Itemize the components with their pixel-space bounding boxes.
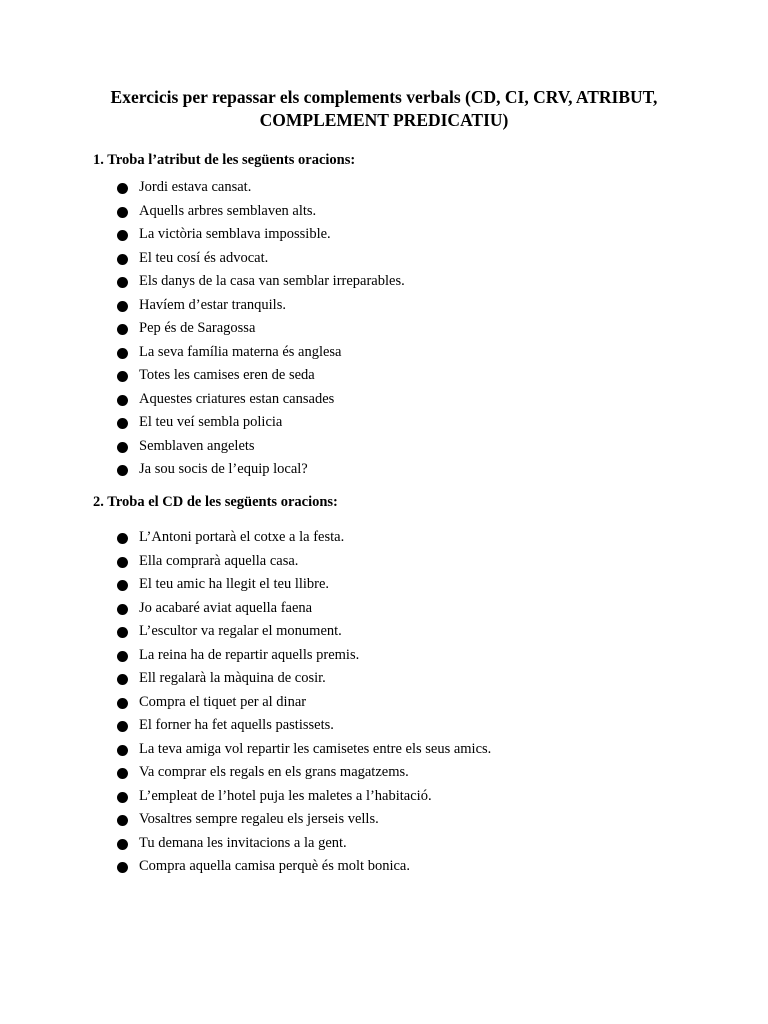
list-item-text: Jordi estava cansat. <box>139 179 252 195</box>
bullet-icon <box>117 371 128 382</box>
bullet-icon <box>117 418 128 429</box>
bullet-icon <box>117 768 128 779</box>
bullet-icon <box>117 745 128 756</box>
list-item-text: Jo acabaré aviat aquella faena <box>139 599 313 616</box>
list-item-text: L’escultor va regalar el monument. <box>139 623 342 639</box>
document-title-line-1: Exercicis per repassar els complements verbals (CD, CI, CRV, ATRIBUT, <box>110 87 658 107</box>
list-item-text: El forner ha fet aquells pastissets. <box>139 717 334 733</box>
list-item-text: Aquestes criatures estan cansades <box>139 390 335 407</box>
document-title-line-2: COMPLEMENT PREDICATIU) <box>259 110 509 130</box>
bullet-icon <box>117 651 128 662</box>
bullet-icon <box>117 277 128 288</box>
list-item-text: La reina ha de repartir aquells premis. <box>139 646 360 663</box>
list-item-text: La teva amiga vol repartir les camisetes entre els seus amics. <box>139 740 492 757</box>
list-item-text: Vosaltres sempre regaleu els jerseis vells. <box>139 811 379 827</box>
document-title <box>80 86 688 132</box>
bullet-icon <box>117 580 128 591</box>
bullet-icon <box>117 230 128 241</box>
bullet-icon <box>117 465 128 476</box>
bullet-icon <box>117 627 128 638</box>
bullet-icon <box>117 348 128 359</box>
bullet-icon <box>117 862 128 873</box>
bullet-icon <box>117 557 128 568</box>
list-item-text: Compra aquella camisa perquè és molt bonica. <box>139 858 410 874</box>
bullet-icon <box>117 183 128 194</box>
list-item-text: Aquells arbres semblaven alts. <box>139 202 317 219</box>
list-item-text: Ell regalarà la màquina de cosir. <box>139 670 326 686</box>
list-item-text: Ja sou socis de l’equip local? <box>139 461 308 477</box>
bullet-icon <box>117 254 128 265</box>
list-item-text: El teu amic ha llegit el teu llibre. <box>139 576 330 592</box>
list-item-text: El teu veí sembla policia <box>139 414 283 430</box>
bullet-icon <box>117 301 128 312</box>
bullet-icon <box>117 442 128 453</box>
list-item-text: La victòria semblava impossible. <box>139 226 331 242</box>
bullet-icon <box>117 533 128 544</box>
list-item-text: La seva família materna és anglesa <box>139 343 342 360</box>
list-item-text: Semblaven angelets <box>139 437 255 454</box>
bullet-icon <box>117 839 128 850</box>
bullet-icon <box>117 604 128 615</box>
list-item-text: Els danys de la casa van semblar irreparables. <box>139 273 405 289</box>
list-item-text: Totes les camises eren de seda <box>139 367 315 383</box>
section-1-heading: 1. Troba l’atribut de les següents oracions: <box>93 152 356 168</box>
list-item-text: Pep és de Saragossa <box>139 320 256 336</box>
list-item-text: Compra el tiquet per al dinar <box>139 693 307 710</box>
list-item-text: L’empleat de l’hotel puja les maletes a l’habitació. <box>139 787 432 804</box>
list-item-text: L’Antoni portarà el cotxe a la festa. <box>139 529 345 545</box>
list-item-text: Havíem d’estar tranquils. <box>139 296 286 313</box>
bullet-icon <box>117 792 128 803</box>
bullet-icon <box>117 698 128 709</box>
section-2-heading: 2. Troba el CD de les següents oracions: <box>93 494 338 510</box>
bullet-icon <box>117 395 128 406</box>
list-item-text: El teu cosí és advocat. <box>139 249 269 266</box>
bullet-icon <box>117 324 128 335</box>
bullet-icon <box>117 207 128 218</box>
bullet-icon <box>117 721 128 732</box>
list-item-text: Tu demana les invitacions a la gent. <box>139 834 347 851</box>
list-item-text: Va comprar els regals en els grans magatzems. <box>139 764 409 780</box>
bullet-icon <box>117 674 128 685</box>
bullet-icon <box>117 815 128 826</box>
list-item-text: Ella comprarà aquella casa. <box>139 552 299 569</box>
